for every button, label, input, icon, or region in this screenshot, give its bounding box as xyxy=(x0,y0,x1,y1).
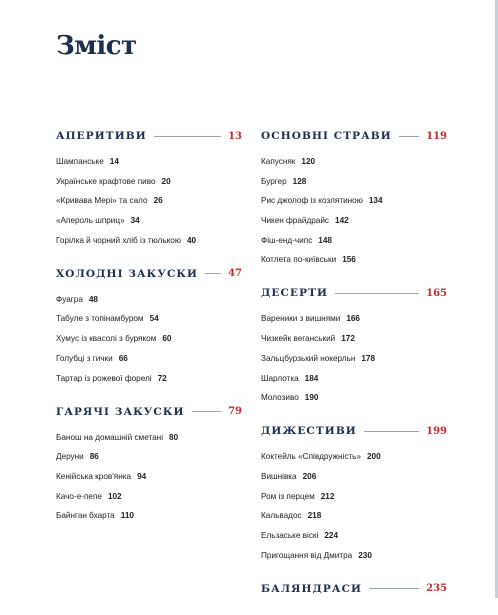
page-title: Зміст xyxy=(56,31,137,61)
toc-item-title: Кенійська кров'янка xyxy=(56,471,132,481)
toc-item[interactable] xyxy=(261,174,447,189)
toc-item-page: 184 xyxy=(304,373,319,383)
toc-item-title: Табуле з топінамбуром xyxy=(56,314,144,324)
section-page-number: 79 xyxy=(228,406,242,417)
toc-item[interactable] xyxy=(261,449,447,464)
toc-item-page: 128 xyxy=(292,176,307,186)
toc-item-title: Фіш-енд-чипс xyxy=(261,235,313,245)
toc-item[interactable] xyxy=(261,233,447,248)
toc-item[interactable] xyxy=(56,174,242,189)
section-divider xyxy=(192,411,222,412)
toc-left-column xyxy=(56,128,242,541)
section-page-number: 199 xyxy=(426,425,447,437)
toc-item-page: 40 xyxy=(186,235,197,245)
toc-item-page: 110 xyxy=(120,511,134,521)
toc-item-page: 172 xyxy=(341,334,355,344)
toc-item-page: 26 xyxy=(153,196,163,206)
section-title: БАЛЯНДРАСИ xyxy=(261,582,363,595)
toc-item-title: Шарлотка xyxy=(261,373,299,383)
toc-item-page: 80 xyxy=(169,432,179,442)
section-page-number: 13 xyxy=(228,130,242,142)
toc-item[interactable] xyxy=(56,449,242,464)
section-page-number: 47 xyxy=(228,268,242,280)
toc-item-page: 148 xyxy=(318,235,332,245)
toc-item-page: 86 xyxy=(89,452,99,462)
toc-item-title: Байнган бхарта xyxy=(56,511,115,521)
toc-item[interactable] xyxy=(56,311,242,326)
toc-item[interactable] xyxy=(261,508,447,523)
toc-item-title: Ром із перцем xyxy=(261,491,315,501)
toc-item[interactable] xyxy=(261,469,447,484)
toc-item-title: Вареники з вишнями xyxy=(261,314,341,324)
section-page-number: 235 xyxy=(426,583,447,595)
toc-item[interactable] xyxy=(261,548,447,563)
toc-item-list xyxy=(261,154,447,267)
toc-item-title: Зальцбурзький нокерльн xyxy=(261,353,356,363)
section-page-number: 119 xyxy=(426,130,447,142)
section-divider xyxy=(399,136,419,137)
toc-item-page: 178 xyxy=(361,353,376,363)
toc-item[interactable] xyxy=(261,371,447,386)
toc-item-title: «Апероль шприц» xyxy=(56,216,125,226)
section-header xyxy=(56,266,242,282)
toc-section-aperitifs xyxy=(56,128,242,248)
section-divider xyxy=(205,273,221,274)
toc-item-title: Хумус із квасолі з буряком xyxy=(56,334,157,344)
toc-item-page: 66 xyxy=(118,353,128,363)
toc-item-title: Ельзаське віскі xyxy=(261,530,319,540)
section-divider xyxy=(364,431,419,432)
section-title: ГАРЯЧІ ЗАКУСКИ xyxy=(56,405,185,418)
toc-section-cold-appetizers xyxy=(56,266,242,386)
toc-item[interactable] xyxy=(56,331,242,346)
toc-item-page: 218 xyxy=(307,511,322,521)
toc-item-page: 134 xyxy=(368,196,383,206)
toc-item-page: 94 xyxy=(137,471,147,481)
section-title: ДЕСЕРТИ xyxy=(261,287,329,300)
toc-item[interactable] xyxy=(261,213,447,228)
toc-item-page: 206 xyxy=(302,471,317,481)
toc-item-title: Кальвадос xyxy=(261,511,302,521)
toc-item-title: Голубці з гички xyxy=(56,353,113,363)
toc-item[interactable] xyxy=(261,390,447,405)
section-divider xyxy=(335,293,419,294)
toc-item-list xyxy=(56,292,242,386)
section-divider xyxy=(154,136,221,137)
toc-item[interactable] xyxy=(261,489,447,504)
section-title: ХОЛОДНІ ЗАКУСКИ xyxy=(56,267,199,280)
toc-item-page: 142 xyxy=(335,216,349,226)
toc-item-title: Шампанське xyxy=(56,157,104,166)
toc-item-page: 190 xyxy=(304,393,319,403)
toc-item[interactable] xyxy=(261,252,447,267)
section-header xyxy=(56,128,242,144)
toc-item[interactable] xyxy=(56,351,242,366)
toc-right-column xyxy=(261,128,447,615)
toc-item[interactable] xyxy=(56,430,242,445)
toc-item-list xyxy=(261,449,447,562)
toc-item-title: Рис джолоф із козлятиною xyxy=(261,196,363,206)
toc-item[interactable] xyxy=(261,311,447,326)
toc-item-page: 72 xyxy=(157,373,167,383)
toc-item-title: Коктейль «Співдружність» xyxy=(261,452,361,462)
section-header xyxy=(261,285,447,301)
section-header xyxy=(261,581,447,597)
toc-item-title: Чизкейк веганський xyxy=(261,334,336,344)
toc-item-page: 212 xyxy=(320,491,335,501)
toc-item-page: 230 xyxy=(358,550,372,560)
toc-item[interactable] xyxy=(261,351,447,366)
toc-item[interactable] xyxy=(56,233,242,248)
toc-item[interactable] xyxy=(56,508,242,523)
toc-item-page: 102 xyxy=(107,491,122,501)
toc-item-title: Чикен фрайдрайс xyxy=(261,216,330,226)
toc-item-list xyxy=(56,430,242,524)
toc-item[interactable] xyxy=(261,331,447,346)
toc-section-digestifs xyxy=(261,423,447,562)
toc-item-page: 48 xyxy=(88,294,98,304)
toc-item[interactable] xyxy=(261,154,447,169)
toc-item-title: Фуагра xyxy=(56,294,83,304)
toc-item-title: Котлета по-київськи xyxy=(261,255,337,265)
toc-item-title: Бургер xyxy=(261,176,287,186)
toc-item-title: «Кривава Мері» та сало xyxy=(56,196,148,206)
toc-item[interactable] xyxy=(56,154,242,169)
toc-item-title: Деруни xyxy=(56,452,84,462)
toc-section-main-courses xyxy=(261,128,447,267)
toc-item[interactable] xyxy=(56,469,242,484)
toc-section-desserts xyxy=(261,285,447,405)
toc-item[interactable] xyxy=(56,292,242,307)
toc-section-hot-appetizers xyxy=(56,404,242,524)
toc-item-page: 120 xyxy=(301,157,316,166)
toc-item[interactable] xyxy=(261,528,447,543)
toc-item-page: 60 xyxy=(162,334,172,344)
toc-item[interactable] xyxy=(56,213,242,228)
section-title: ОСНОВНІ СТРАВИ xyxy=(261,130,392,142)
toc-item-page: 224 xyxy=(324,530,339,540)
toc-item-page: 166 xyxy=(346,314,360,324)
section-title: АПЕРИТИВИ xyxy=(56,130,147,142)
toc-item-page: 20 xyxy=(161,176,171,186)
toc-item-title: Тартар із рожевої форелі xyxy=(56,373,152,383)
toc-item[interactable] xyxy=(261,193,447,208)
toc-item[interactable] xyxy=(56,371,242,386)
section-header xyxy=(261,128,447,144)
toc-item-list xyxy=(261,311,447,405)
section-header xyxy=(56,404,242,420)
section-page-number: 165 xyxy=(426,287,447,299)
section-title: ДИЖЕСТИВИ xyxy=(261,425,357,438)
section-divider xyxy=(369,588,419,589)
toc-item-title: Пригощання від Дмитра xyxy=(261,550,353,560)
toc-item[interactable] xyxy=(56,489,242,504)
toc-item-title: Українське крафтове пиво xyxy=(56,176,156,186)
toc-item-title: Вишнівка xyxy=(261,471,297,481)
toc-item-title: Капусняк xyxy=(261,157,296,166)
toc-item-page: 200 xyxy=(366,452,381,462)
toc-item-page: 14 xyxy=(109,157,119,166)
section-header xyxy=(261,423,447,439)
toc-section-balyandrasy xyxy=(261,581,447,597)
toc-item-title: Молозиво xyxy=(261,393,299,403)
toc-item-list xyxy=(56,154,242,248)
toc-item-page: 54 xyxy=(149,314,159,324)
toc-item-title: Банош на домашній сметані xyxy=(56,432,164,442)
toc-item[interactable] xyxy=(56,193,242,208)
toc-item-title: Горілка й чорний хліб із тюлькою xyxy=(56,235,181,245)
toc-item-page: 34 xyxy=(130,216,140,226)
toc-item-title: Качо-е-пепе xyxy=(56,491,102,501)
toc-item-page: 156 xyxy=(342,255,356,265)
